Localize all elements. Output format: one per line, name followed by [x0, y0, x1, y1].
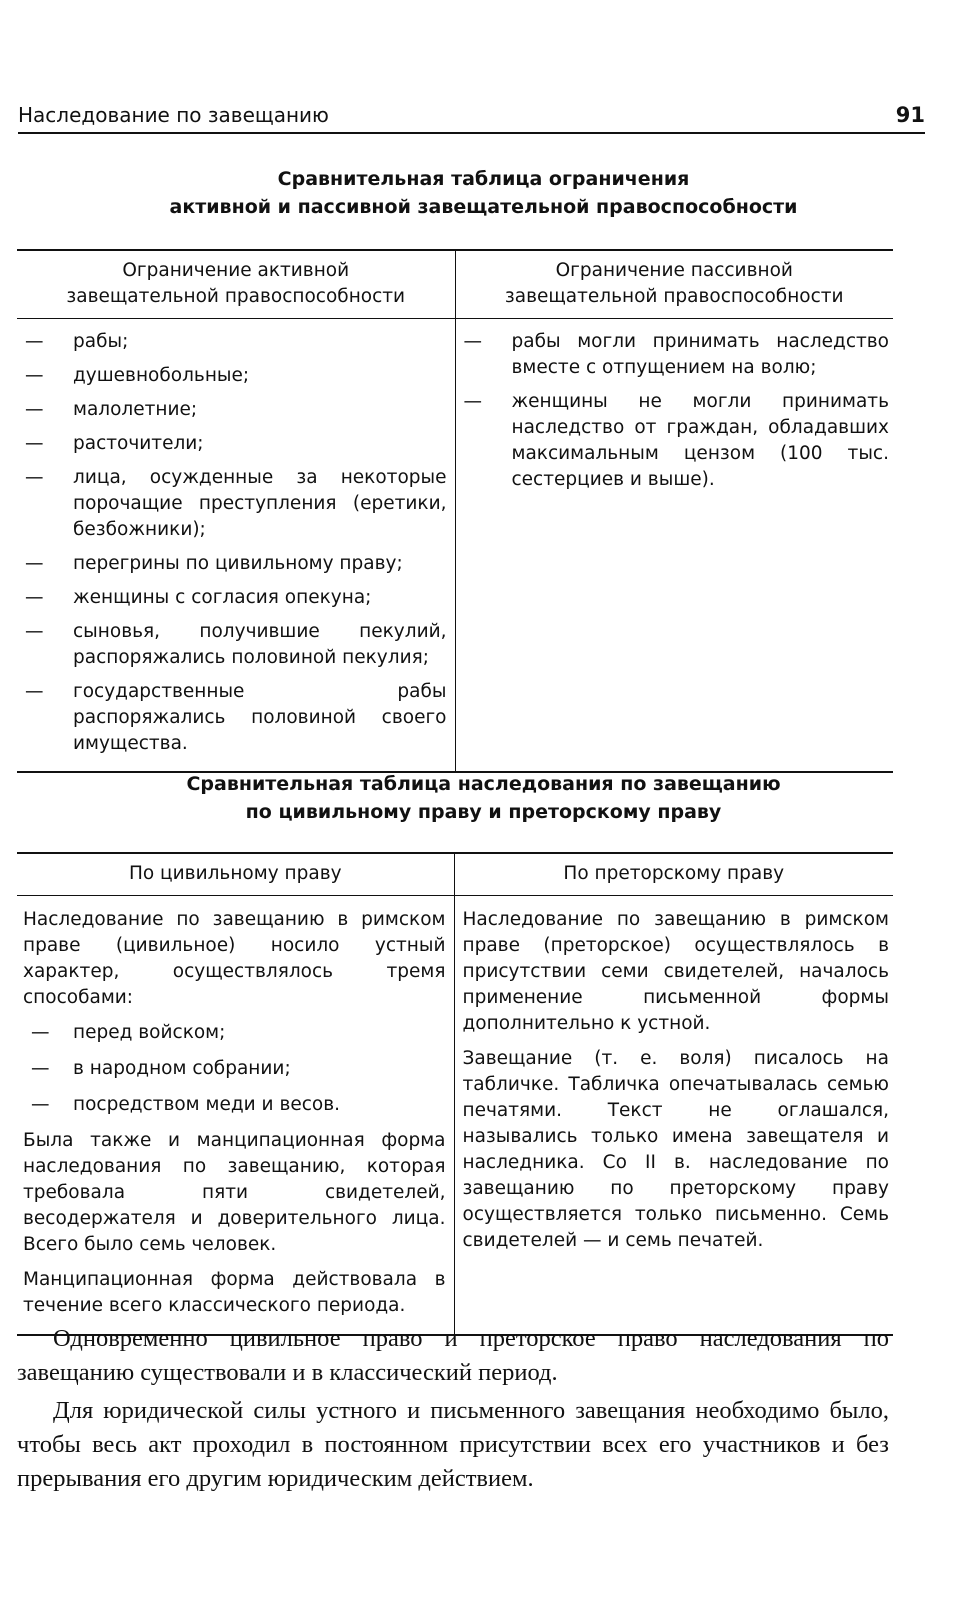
list-item: — расточители;	[17, 431, 447, 457]
table1-header-row	[17, 250, 893, 319]
body-text	[17, 1322, 889, 1500]
active-restrictions-cell	[17, 319, 455, 773]
passive-restrictions-list	[456, 329, 890, 493]
testament-comparison-table	[17, 852, 893, 1336]
praetor-law-cell	[454, 896, 893, 1336]
list-item: — перегрины по цивильному праву;	[17, 551, 447, 577]
civil-classical-paragraph: Манципационная форма действовала в течение всего классического периода.	[23, 1269, 446, 1316]
table1-header-active-line2: завещательной правоспособности	[66, 286, 406, 307]
table2-header-row	[17, 853, 893, 896]
list-item: — перед войском;	[23, 1020, 446, 1046]
table1-header-passive	[455, 250, 893, 319]
table2-header-praetor: По преторскому праву	[454, 853, 893, 896]
table1-header-passive-line1: Ограничение пассивной	[555, 260, 793, 281]
page-number: 91	[895, 103, 925, 127]
capacity-restrictions-table	[17, 249, 893, 773]
civil-intro: Наследование по завещанию в римском праве (цивильное) носило устный характер, осуществлялось тремя способами:	[23, 909, 446, 1008]
table1-header-active	[17, 250, 455, 319]
active-restrictions-list	[17, 329, 447, 757]
table2-body-row	[17, 896, 893, 1336]
body-paragraph-1: Одновременно цивильное право и преторское право наследования по завещанию существовали и в классический период.	[17, 1325, 889, 1386]
table1-header-active-line1: Ограничение активной	[122, 260, 350, 281]
civil-mancipation-paragraph: Была также и манципационная форма наследования по завещанию, которая требовала пяти свидетелей, весодержателя и доверительного лица. Всего было семь человек.	[23, 1130, 446, 1255]
list-item: — женщины с согласия опекуна;	[17, 585, 447, 611]
civil-law-cell	[17, 896, 454, 1336]
body-paragraph-2: Для юридической силы устного и письменного завещания необходимо было, чтобы весь акт проходил в постоянном присутствии всех его участников и без прерывания его другим юридическим действием.	[17, 1397, 889, 1492]
table1-header-passive-line2: завещательной правоспособности	[504, 286, 844, 307]
list-item: — сыновья, получившие пекулий, распоряжались половиной пекулия;	[17, 619, 447, 671]
list-item: — государственные рабы распоряжались половиной своего имущества.	[17, 679, 447, 757]
running-header	[18, 100, 925, 134]
list-item: — рабы могли принимать наследство вместе с отпущением на волю;	[456, 329, 890, 381]
list-item: — душевнобольные;	[17, 363, 447, 389]
running-title: Наследование по завещанию	[18, 103, 329, 127]
praetor-paragraph-2: Завещание (т. е. воля) писалось на табличке. Табличка опечатывалась семью печатями. Текст не оглашался, назывались только имена завещателя и наследника. Со II в. наследование по завещанию по преторскому праву осуществляется только письменно. Семь свидетелей — и семь печатей.	[462, 1048, 889, 1251]
table2-caption	[0, 770, 967, 826]
civil-methods-list	[23, 1020, 446, 1118]
list-item: — посредством меди и весов.	[23, 1092, 446, 1118]
list-item: — рабы;	[17, 329, 447, 355]
list-item: — лица, осужденные за некоторые порочащие преступления (еретики, безбожники);	[17, 465, 447, 543]
table1-body-row	[17, 319, 893, 773]
list-item: — в народном собрании;	[23, 1056, 446, 1082]
praetor-paragraph-1: Наследование по завещанию в римском праве (преторское) осуществлялось в присутствии семи свидетелей, началось применение письменной формы дополнительно к устной.	[462, 909, 889, 1034]
table1-caption-line2: активной и пассивной завещательной правоспособности	[169, 196, 798, 218]
table2-header-civil: По цивильному праву	[17, 853, 454, 896]
passive-restrictions-cell	[455, 319, 893, 773]
list-item: — малолетние;	[17, 397, 447, 423]
table1-caption-line1: Сравнительная таблица ограничения	[277, 168, 690, 190]
table1-caption	[0, 165, 967, 221]
list-item: — женщины не могли принимать наследство от граждан, обладавших максимальным цензом (100 тыс. сестерциев и выше).	[456, 389, 890, 493]
table2-caption-line1: Сравнительная таблица наследования по завещанию	[186, 773, 781, 795]
table2-caption-line2: по цивильному праву и преторскому праву	[245, 801, 722, 823]
